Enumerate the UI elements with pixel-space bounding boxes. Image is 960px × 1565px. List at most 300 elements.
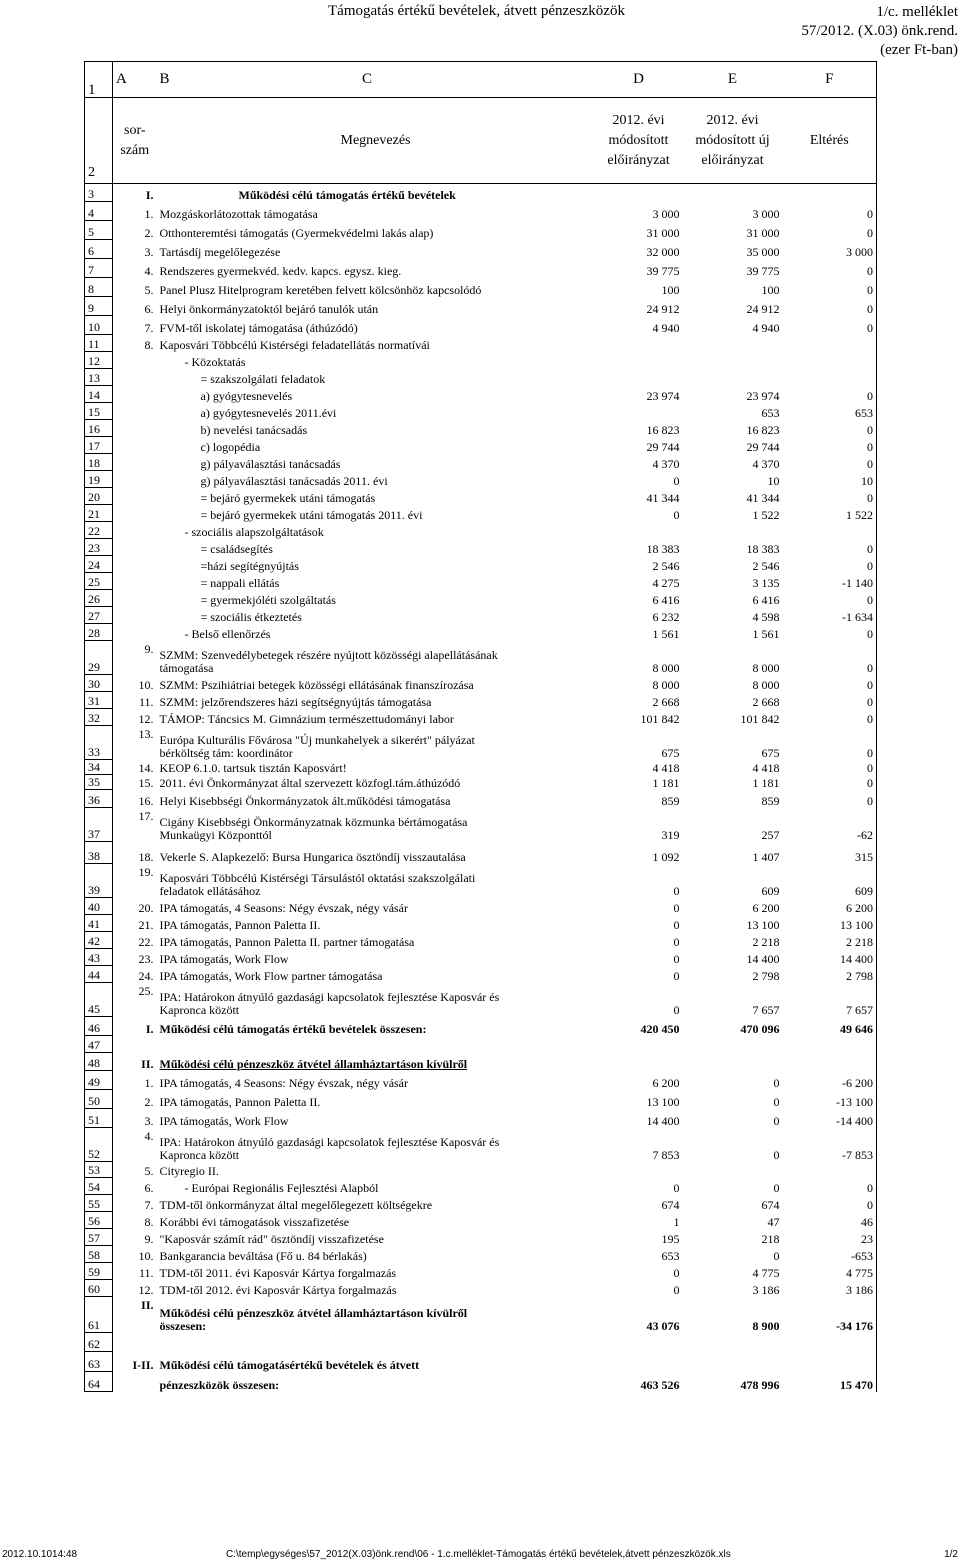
item-name: b) nevelési tanácsadás xyxy=(200,422,308,437)
table-row xyxy=(85,1090,877,1109)
value-difference: 0 xyxy=(783,590,877,607)
table-row xyxy=(85,556,877,573)
value-modified-estimate xyxy=(595,352,683,369)
value-new-estimate: 0 xyxy=(773,1180,780,1195)
value-new-estimate: 1 522 xyxy=(752,507,780,522)
value-modified-estimate xyxy=(595,1352,683,1372)
item-name: a) gyógytesnevelés 2011.évi xyxy=(200,405,337,420)
value-difference: 6 200 xyxy=(783,898,877,915)
row-number: 20 xyxy=(85,488,113,505)
row-number: 22 xyxy=(85,522,113,539)
column-letter-c: C xyxy=(362,71,373,87)
table-row xyxy=(85,1128,877,1162)
value-difference: -13 100 xyxy=(783,1090,877,1109)
value-new-estimate: 2 798 xyxy=(752,968,780,983)
table-row xyxy=(85,1297,877,1333)
row-number: 2 xyxy=(85,98,113,184)
item-name: TDM-től 2012. évi Kaposvár Kártya forgalmazás xyxy=(159,1282,397,1297)
item-number: 14. xyxy=(113,760,157,775)
item-name xyxy=(157,641,595,675)
value-modified-estimate: 8 000 xyxy=(652,660,680,675)
table-row xyxy=(85,573,877,590)
table-row xyxy=(85,949,877,966)
row-number: 45 xyxy=(85,983,113,1017)
row-number: 59 xyxy=(85,1263,113,1280)
value-difference xyxy=(783,1036,877,1053)
value-modified-estimate: 319 xyxy=(661,827,680,842)
value-modified-estimate: 0 xyxy=(673,1265,680,1280)
item-name: - Belső ellenőrzés xyxy=(184,626,271,641)
table-row xyxy=(85,1017,877,1036)
item-name: Rendszeres gyermekvéd. kedv. kapcs. egysz. kieg. xyxy=(159,263,402,278)
table-row xyxy=(85,1212,877,1229)
item-number: 5. xyxy=(113,1162,157,1178)
item-name-line: bérköltség tám: koordinátor xyxy=(159,745,293,760)
value-difference: 0 xyxy=(783,692,877,709)
row-number: 40 xyxy=(85,898,113,915)
row-number: 50 xyxy=(85,1090,113,1109)
item-name: Mozgáskorlátozottak támogatása xyxy=(159,206,318,221)
value-modified-estimate: 0 xyxy=(673,968,680,983)
value-new-estimate: 0 xyxy=(773,1113,780,1128)
table-row xyxy=(85,316,877,335)
table-row xyxy=(85,1053,877,1071)
value-new-estimate xyxy=(683,352,783,369)
value-difference: 0 xyxy=(783,221,877,240)
footer-file-path: C:\temp\egységes\57_2012(X.03)önk.rend\06 - 1.c.melléklet-Támogatás értékű bevételek,átvett pénzeszközök.xls xyxy=(226,1549,731,1560)
value-modified-estimate: 4 275 xyxy=(652,575,680,590)
value-new-estimate: 2 218 xyxy=(752,934,780,949)
table-row xyxy=(85,1071,877,1090)
item-name: = bejáró gyermekek utáni támogatás xyxy=(200,490,376,505)
value-new-estimate: 0 xyxy=(773,1094,780,1109)
item-number: 22. xyxy=(113,932,157,949)
value-difference: 0 xyxy=(783,709,877,726)
item-number: 4. xyxy=(113,259,157,278)
column-letters-bc xyxy=(157,62,595,98)
item-name xyxy=(157,864,595,898)
row-number: 9 xyxy=(85,297,113,316)
item-number: 24. xyxy=(113,966,157,983)
item-number xyxy=(113,386,157,403)
value-modified-estimate: 32 000 xyxy=(646,244,680,259)
item-name: Otthonteremtési támogatás (Gyermekvédelmi lakás alap) xyxy=(159,225,434,240)
value-modified-estimate: 8 000 xyxy=(652,677,680,692)
item-number xyxy=(113,624,157,641)
value-new-estimate: 101 842 xyxy=(740,711,780,726)
item-name xyxy=(157,983,595,1017)
value-modified-estimate: 2 668 xyxy=(652,694,680,709)
value-modified-estimate: 4 370 xyxy=(652,456,680,471)
row-number: 29 xyxy=(85,641,113,675)
item-number xyxy=(113,403,157,420)
item-number: 8. xyxy=(113,1212,157,1229)
row-number: 43 xyxy=(85,949,113,966)
item-name: SZMM: jelzőrendszeres házi segítségnyújtás támogatása xyxy=(159,694,432,709)
item-number: 13. xyxy=(113,726,157,760)
table-row xyxy=(85,760,877,775)
table-row xyxy=(85,184,877,202)
item-number xyxy=(113,539,157,556)
value-difference xyxy=(783,1333,877,1352)
value-new-estimate: 257 xyxy=(761,827,780,842)
row-number: 57 xyxy=(85,1229,113,1246)
value-difference: -1 634 xyxy=(783,607,877,624)
item-name: Bankgarancia beváltása (Fő u. 84 bérlakás) xyxy=(159,1248,367,1263)
row-number: 12 xyxy=(85,352,113,369)
item-name-line: Kapronca között xyxy=(159,1147,240,1162)
value-modified-estimate xyxy=(595,522,683,539)
table-row xyxy=(85,403,877,420)
value-difference: -14 400 xyxy=(783,1109,877,1128)
item-name: SZMM: Pszihiátriai betegek közösségi ellátásának finanszírozása xyxy=(159,677,474,692)
item-name: IPA támogatás, 4 Seasons: Négy évszak, négy vásár xyxy=(159,900,409,915)
value-modified-estimate xyxy=(595,403,683,420)
item-name-line: Munkaügyi Központtól xyxy=(159,827,272,842)
value-difference: 609 xyxy=(783,864,877,898)
value-new-estimate: 675 xyxy=(761,745,780,760)
item-number: 5. xyxy=(113,278,157,297)
table-row xyxy=(85,202,877,221)
row-number: 44 xyxy=(85,966,113,983)
table-row xyxy=(85,240,877,259)
row-number: 14 xyxy=(85,386,113,403)
value-new-estimate xyxy=(683,184,783,202)
table-row xyxy=(85,1036,877,1053)
value-new-estimate: 0 xyxy=(773,1147,780,1162)
table-row xyxy=(85,624,877,641)
value-new-estimate: 0 xyxy=(773,1075,780,1090)
value-new-estimate: 100 xyxy=(761,282,780,297)
table-row xyxy=(85,1229,877,1246)
value-new-estimate: 0 xyxy=(773,1248,780,1263)
value-difference: 46 xyxy=(783,1212,877,1229)
value-modified-estimate: 1 561 xyxy=(652,626,680,641)
header-uj-eloiranyzat: 2012. évi módosított új előirányzat xyxy=(683,98,783,184)
table-row xyxy=(85,259,877,278)
item-name: TDM-től 2011. évi Kaposvár Kártya forgalmazás xyxy=(159,1265,397,1280)
value-new-estimate xyxy=(683,1162,783,1178)
item-number xyxy=(113,505,157,522)
document-title: Támogatás értékű bevételek, átvett pénzeszközök xyxy=(328,3,625,19)
item-name: Helyi Kisebbségi Önkormányzatok ált.működési támogatása xyxy=(159,793,451,808)
budget-table xyxy=(84,61,877,1392)
item-name xyxy=(157,1128,595,1162)
value-modified-estimate xyxy=(595,335,683,352)
row-number: 52 xyxy=(85,1128,113,1162)
item-number: I-II. xyxy=(113,1352,157,1372)
row-number: 48 xyxy=(85,1053,113,1071)
item-number: 10. xyxy=(113,675,157,692)
item-name: IPA támogatás, Pannon Paletta II. partner támogatása xyxy=(159,934,415,949)
row-number: 42 xyxy=(85,932,113,949)
value-modified-estimate: 2 546 xyxy=(652,558,680,573)
table-row xyxy=(85,335,877,352)
item-name: =házi segítégnyújtás xyxy=(200,558,299,573)
value-new-estimate: 35 000 xyxy=(746,244,780,259)
item-number xyxy=(113,607,157,624)
item-name: Tartásdíj megelőlegezése xyxy=(159,244,281,259)
item-number: I. xyxy=(113,184,157,202)
value-modified-estimate: 1 181 xyxy=(652,775,680,790)
value-modified-estimate xyxy=(595,369,683,386)
column-letter-e: E xyxy=(683,62,783,98)
value-difference: 2 218 xyxy=(783,932,877,949)
table-row xyxy=(85,505,877,522)
value-difference: -34 176 xyxy=(783,1297,877,1333)
value-new-estimate: 1 561 xyxy=(752,626,780,641)
item-number: 25. xyxy=(113,983,157,1017)
value-difference: 0 xyxy=(783,420,877,437)
value-new-estimate: 7 657 xyxy=(752,1002,780,1017)
item-number: 11. xyxy=(113,1263,157,1280)
item-name xyxy=(157,808,595,842)
row-number: 60 xyxy=(85,1280,113,1297)
value-modified-estimate: 101 842 xyxy=(640,711,680,726)
column-letter-a: A xyxy=(113,62,157,98)
item-name-line: Európa Kulturális Fővárosa "Új munkahelyek a sikerért" pályázat xyxy=(159,732,475,747)
row-number: 49 xyxy=(85,1071,113,1090)
value-difference: 49 646 xyxy=(783,1017,877,1036)
row-number: 3 xyxy=(85,184,113,202)
value-new-estimate: 23 974 xyxy=(746,388,780,403)
footer-timestamp: 2012.10.1014:48 xyxy=(2,1549,78,1560)
item-number xyxy=(113,352,157,369)
value-modified-estimate: 0 xyxy=(673,1002,680,1017)
item-name: FVM-től iskolatej támogatása (áthúzódó) xyxy=(159,320,358,335)
table-row xyxy=(85,842,877,864)
value-difference xyxy=(783,369,877,386)
row-number: 1 xyxy=(85,62,113,98)
value-difference: 0 xyxy=(783,454,877,471)
value-difference: 0 xyxy=(783,539,877,556)
value-modified-estimate: 4 418 xyxy=(652,760,680,775)
row-number: 62 xyxy=(85,1333,113,1352)
item-name: = családsegítés xyxy=(200,541,273,556)
value-difference: 0 xyxy=(783,760,877,775)
item-name: IPA támogatás, Work Flow xyxy=(159,951,289,966)
table-row xyxy=(85,352,877,369)
value-difference: 3 186 xyxy=(783,1280,877,1297)
item-number xyxy=(113,454,157,471)
value-difference: 0 xyxy=(783,726,877,760)
value-difference xyxy=(783,184,877,202)
item-name: TDM-től önkormányzat által megelőlegezett költségekre xyxy=(159,1197,433,1212)
item-name-line: Kaposvári Többcélú Kistérségi Társulástól oktatási szakszolgálati xyxy=(159,870,476,885)
value-modified-estimate: 653 xyxy=(661,1248,680,1263)
table-row xyxy=(85,386,877,403)
item-name xyxy=(157,1333,595,1352)
item-number xyxy=(113,1333,157,1352)
header-elteres: Eltérés xyxy=(783,98,877,184)
item-name-line: támogatása xyxy=(159,660,214,675)
item-number: 3. xyxy=(113,1109,157,1128)
column-header-row xyxy=(85,98,877,184)
item-number: 1. xyxy=(113,1071,157,1090)
item-name: Cityregio II. xyxy=(159,1163,219,1178)
footer-page-number: 1/2 xyxy=(944,1549,958,1560)
table-row xyxy=(85,1246,877,1263)
row-number: 61 xyxy=(85,1297,113,1333)
item-number: 9. xyxy=(113,641,157,675)
value-new-estimate: 674 xyxy=(761,1197,780,1212)
value-difference: -653 xyxy=(783,1246,877,1263)
value-new-estimate: 8 000 xyxy=(752,677,780,692)
value-modified-estimate: 0 xyxy=(673,900,680,915)
item-number: 15. xyxy=(113,775,157,790)
value-new-estimate: 4 940 xyxy=(752,320,780,335)
decree-label: 57/2012. (X.03) önk.rend. xyxy=(801,23,958,39)
value-modified-estimate: 4 940 xyxy=(652,320,680,335)
column-letter-row xyxy=(85,62,877,98)
item-number: 3. xyxy=(113,240,157,259)
value-new-estimate: 39 775 xyxy=(746,263,780,278)
value-new-estimate: 13 100 xyxy=(746,917,780,932)
value-difference: 0 xyxy=(783,641,877,675)
item-number xyxy=(113,1036,157,1053)
value-new-estimate: 4 775 xyxy=(752,1265,780,1280)
item-name: Korábbi évi támogatások visszafizetése xyxy=(159,1214,350,1229)
value-modified-estimate: 0 xyxy=(673,934,680,949)
item-number: I. xyxy=(113,1017,157,1036)
table-row xyxy=(85,1280,877,1297)
item-name: IPA támogatás, 4 Seasons: Négy évszak, négy vásár xyxy=(159,1075,409,1090)
value-modified-estimate: 24 912 xyxy=(646,301,680,316)
column-letter-b: B xyxy=(159,71,170,87)
item-name: pénzeszközök összesen: xyxy=(159,1377,280,1392)
item-name-line: Működési célú pénzeszköz átvétel államháztartáson kívülről xyxy=(159,1305,468,1320)
value-modified-estimate: 39 775 xyxy=(646,263,680,278)
item-number xyxy=(113,488,157,505)
value-new-estimate: 859 xyxy=(761,793,780,808)
table-row xyxy=(85,675,877,692)
value-modified-estimate xyxy=(595,1333,683,1352)
value-modified-estimate: 3 000 xyxy=(652,206,680,221)
table-row xyxy=(85,932,877,949)
value-difference: 0 xyxy=(783,316,877,335)
row-number: 37 xyxy=(85,808,113,842)
value-difference: -62 xyxy=(783,808,877,842)
value-modified-estimate: 1 092 xyxy=(652,849,680,864)
value-new-estimate: 470 096 xyxy=(740,1021,780,1036)
table-row xyxy=(85,278,877,297)
item-number: 6. xyxy=(113,1178,157,1195)
item-number: 2. xyxy=(113,221,157,240)
table-row xyxy=(85,488,877,505)
row-number: 63 xyxy=(85,1352,113,1372)
item-number xyxy=(113,471,157,488)
value-modified-estimate: 31 000 xyxy=(646,225,680,240)
table-row xyxy=(85,966,877,983)
value-new-estimate: 8 000 xyxy=(752,660,780,675)
value-new-estimate: 14 400 xyxy=(746,951,780,966)
row-number: 10 xyxy=(85,316,113,335)
row-number: 34 xyxy=(85,760,113,775)
item-number: 12. xyxy=(113,709,157,726)
row-number: 7 xyxy=(85,259,113,278)
value-modified-estimate: 6 416 xyxy=(652,592,680,607)
value-new-estimate xyxy=(683,1053,783,1071)
item-number xyxy=(113,420,157,437)
item-name: g) pályaválasztási tanácsadás xyxy=(200,456,341,471)
value-new-estimate: 10 xyxy=(767,473,780,488)
value-difference: 3 000 xyxy=(783,240,877,259)
row-number: 32 xyxy=(85,709,113,726)
item-number: 17. xyxy=(113,808,157,842)
value-new-estimate: 478 996 xyxy=(740,1377,780,1392)
row-number: 21 xyxy=(85,505,113,522)
item-name: TÁMOP: Táncsics M. Gimnázium természettudományi labor xyxy=(159,711,454,726)
table-row xyxy=(85,983,877,1017)
value-modified-estimate: 100 xyxy=(661,282,680,297)
item-name xyxy=(157,1036,595,1053)
value-difference: -6 200 xyxy=(783,1071,877,1090)
item-number: 18. xyxy=(113,842,157,864)
value-difference: -7 853 xyxy=(783,1128,877,1162)
item-name-line: SZMM: Szenvedélybetegek részére nyújtott közösségi alapellátásának xyxy=(159,647,498,662)
row-number: 18 xyxy=(85,454,113,471)
value-new-estimate: 31 000 xyxy=(746,225,780,240)
value-modified-estimate: 0 xyxy=(673,1282,680,1297)
value-modified-estimate: 23 974 xyxy=(646,388,680,403)
item-name-line: feladatok ellátásához xyxy=(159,883,261,898)
row-number: 23 xyxy=(85,539,113,556)
item-name: 2011. évi Önkormányzat által szervezett közfogl.tám.áthúzódó xyxy=(159,775,461,790)
table-row xyxy=(85,522,877,539)
item-name-line: IPA: Határokon átnyúló gazdasági kapcsolatok fejlesztése Kaposvár és xyxy=(159,1134,500,1149)
row-number: 41 xyxy=(85,915,113,932)
value-modified-estimate: 6 232 xyxy=(652,609,680,624)
value-new-estimate: 29 744 xyxy=(746,439,780,454)
item-number: 4. xyxy=(113,1128,157,1162)
value-modified-estimate: 0 xyxy=(673,473,680,488)
value-new-estimate xyxy=(683,369,783,386)
item-name: Működési célú támogatás értékű bevételek xyxy=(238,187,456,202)
item-number xyxy=(113,556,157,573)
item-number: 16. xyxy=(113,790,157,808)
value-difference: 0 xyxy=(783,675,877,692)
table-row xyxy=(85,775,877,790)
item-number: 9. xyxy=(113,1229,157,1246)
table-row xyxy=(85,726,877,760)
table-row xyxy=(85,471,877,488)
value-new-estimate: 1 181 xyxy=(752,775,780,790)
value-modified-estimate: 43 076 xyxy=(646,1318,680,1333)
value-difference xyxy=(783,352,877,369)
value-modified-estimate: 420 450 xyxy=(640,1021,680,1036)
table-row xyxy=(85,641,877,675)
value-modified-estimate: 6 200 xyxy=(652,1075,680,1090)
row-number: 24 xyxy=(85,556,113,573)
value-new-estimate: 4 370 xyxy=(752,456,780,471)
item-number: 21. xyxy=(113,915,157,932)
row-number: 8 xyxy=(85,278,113,297)
row-number: 4 xyxy=(85,202,113,221)
value-modified-estimate xyxy=(595,1053,683,1071)
value-modified-estimate xyxy=(595,184,683,202)
item-name: Működési célú támogatás értékű bevételek összesen: xyxy=(159,1021,427,1036)
item-number: 12. xyxy=(113,1280,157,1297)
value-modified-estimate: 674 xyxy=(661,1197,680,1212)
value-new-estimate: 218 xyxy=(761,1231,780,1246)
value-new-estimate: 47 xyxy=(767,1214,780,1229)
column-letter-d: D xyxy=(595,62,683,98)
value-difference: 14 400 xyxy=(783,949,877,966)
item-number: II. xyxy=(113,1053,157,1071)
value-difference: 0 xyxy=(783,624,877,641)
table-row xyxy=(85,864,877,898)
value-difference: 0 xyxy=(783,437,877,454)
